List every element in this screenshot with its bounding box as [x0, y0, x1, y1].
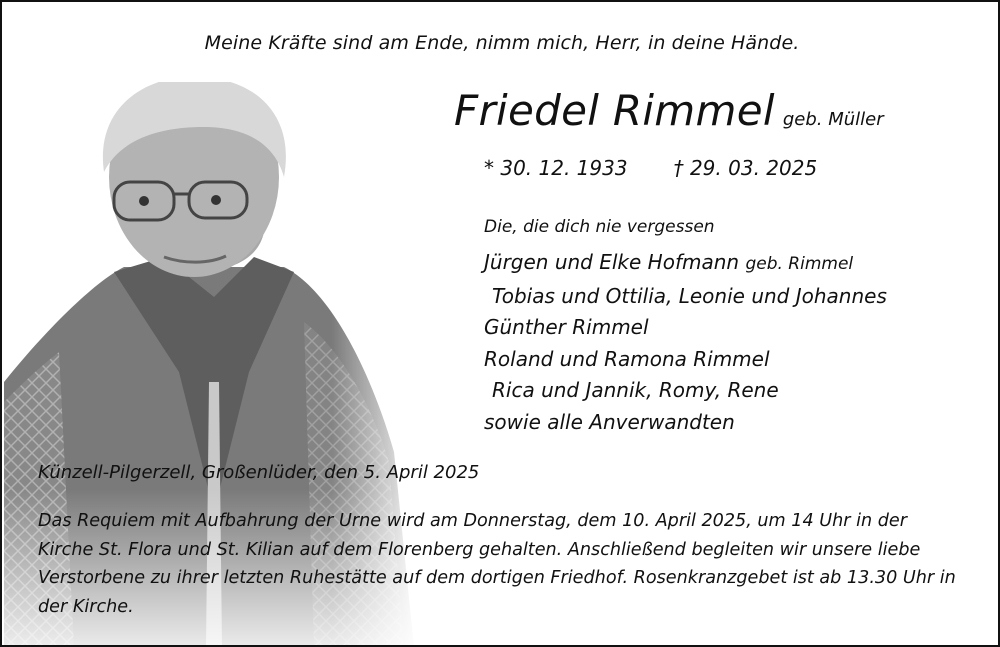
life-dates	[484, 156, 817, 180]
mourner-line: Roland und Ramona Rimmel	[484, 346, 770, 371]
notice-line: der Kirche.	[38, 596, 134, 617]
death-date: † 29. 03. 2025	[673, 156, 818, 180]
birth-date: * 30. 12. 1933	[484, 156, 628, 180]
place-and-date: Künzell-Pilgerzell, Großenlüder, den 5. April 2025	[38, 462, 480, 483]
mourner-line: Rica und Jannik, Romy, Rene	[492, 378, 779, 402]
service-notice	[38, 507, 968, 621]
deceased-name-line	[454, 86, 884, 135]
notice-line: Kirche St. Flora und St. Kilian auf dem Florenberg gehalten. Anschließend begleiten wir unsere liebe	[38, 539, 921, 560]
mourner-line: Tobias und Ottilia, Leonie und Johannes	[492, 283, 887, 308]
mourners-list	[484, 247, 887, 438]
maiden-name: geb. Müller	[782, 109, 884, 130]
notice-line: Das Requiem mit Aufbahrung der Urne wird am Donnerstag, dem 10. April 2025, um 14 Uhr in der	[38, 511, 907, 531]
mourner-line: sowie alle Anverwandten	[484, 409, 735, 434]
mourners-intro: Die, die dich nie vergessen	[484, 217, 715, 237]
mourner-line: Jürgen und Elke Hofmann geb. Rimmel	[484, 250, 854, 274]
mourner-line: Günther Rimmel	[484, 315, 649, 339]
deceased-name: Friedel Rimmel	[454, 86, 775, 135]
mourner-nee: geb. Rimmel	[745, 254, 854, 274]
notice-line: Verstorbene zu ihrer letzten Ruhestätte auf dem dortigen Friedhof. Rosenkranzgebet ist ab 13.30 Uhr in	[38, 568, 956, 588]
motto-verse: Meine Kräfte sind am Ende, nimm mich, Herr, in deine Hände.	[204, 32, 800, 54]
